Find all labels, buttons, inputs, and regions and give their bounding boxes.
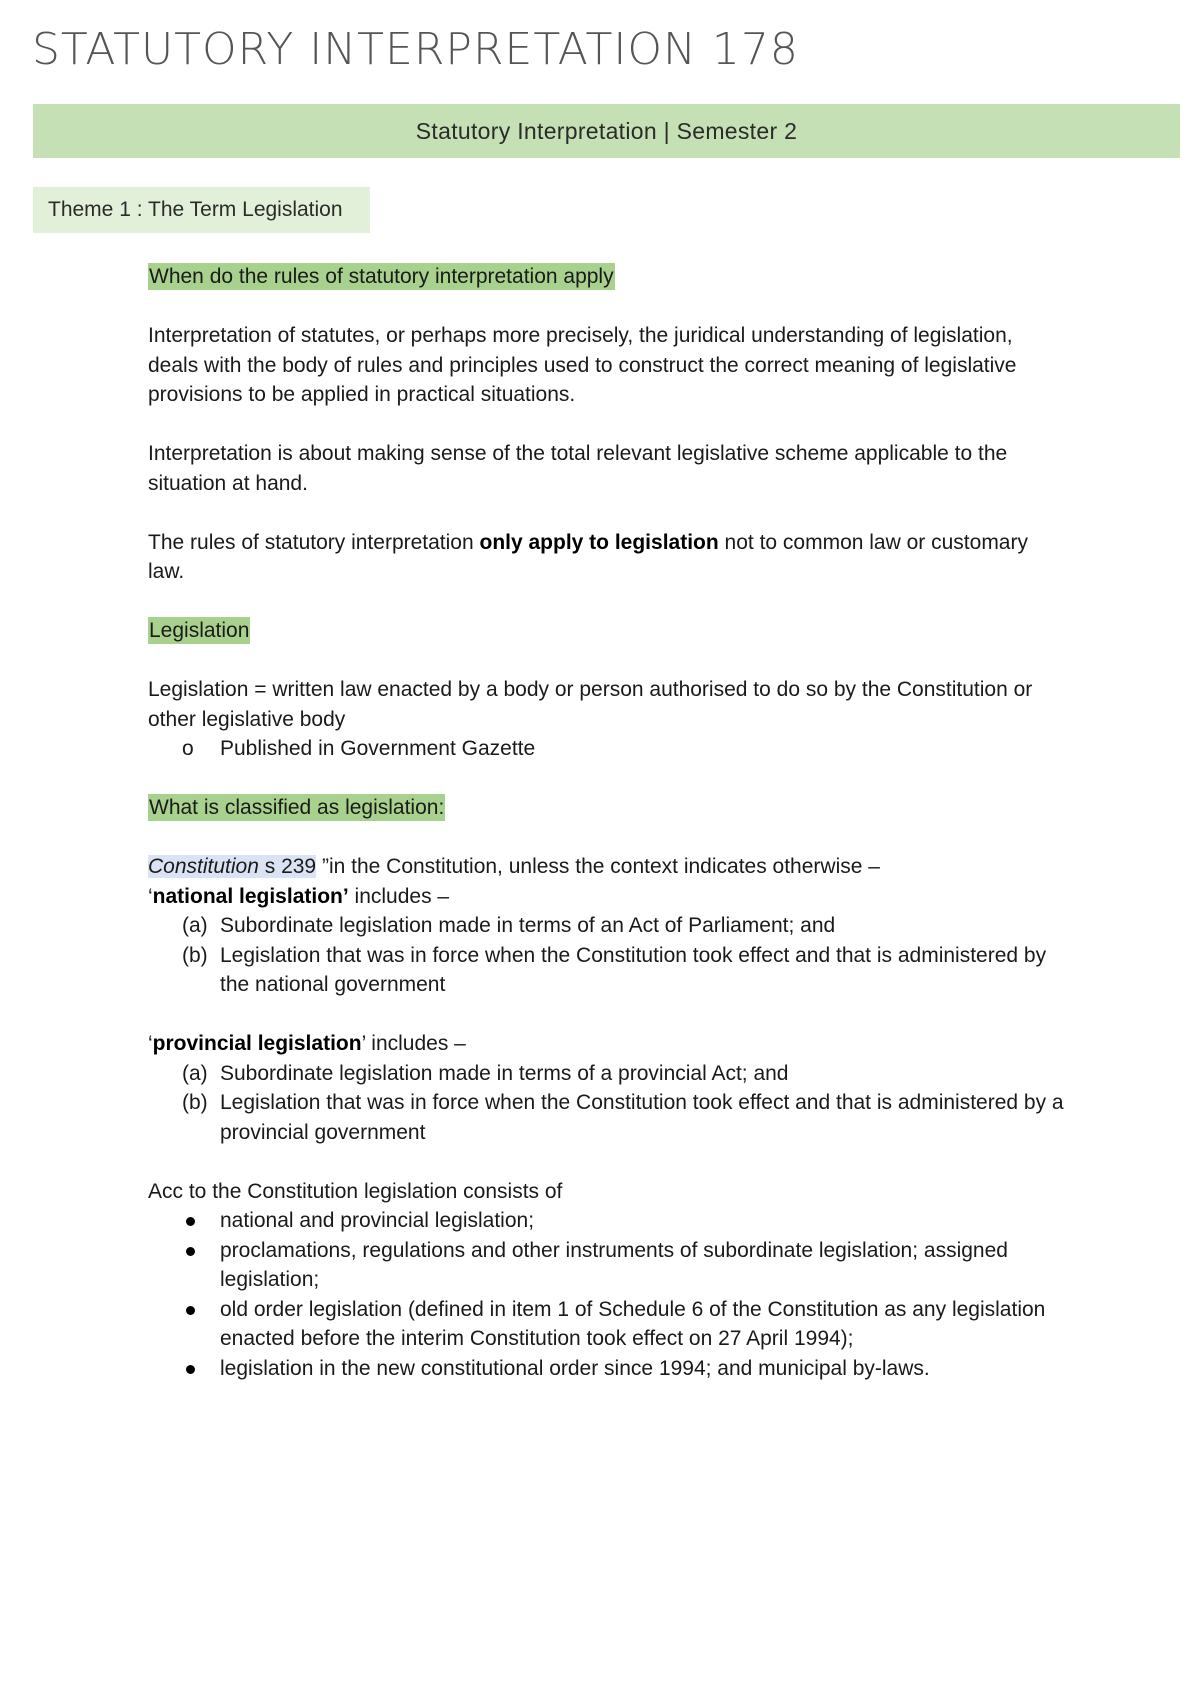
list-item-text: Subordinate legislation made in terms of an Act of Parliament; and [220, 914, 836, 937]
national-items-list [148, 911, 1068, 1000]
paragraph-making-sense: Interpretation is about making sense of the total relevant legislative scheme applicable to the situation at hand. [148, 442, 1008, 495]
consists-bullet-list [148, 1206, 1068, 1383]
section-heading-rules-apply [148, 262, 1068, 292]
heading-highlight: What is classified as legislation: [149, 796, 445, 819]
banner-text: Statutory Interpretation | Semester 2 [415, 117, 798, 144]
paragraph-consists-of: Acc to the Constitution legislation consists of [148, 1179, 563, 1203]
section-heading-legislation [148, 616, 1068, 646]
bullet-dot-icon [186, 1217, 195, 1226]
list-item [148, 734, 1068, 764]
list-item-text: legislation in the new constitutional order since 1994; and municipal by-laws. [220, 1356, 930, 1380]
heading-highlight: Legislation [149, 619, 250, 642]
theme-text: Theme 1 : The Term Legislation [48, 198, 343, 221]
text-run: The rules of statutory interpretation [148, 530, 480, 554]
provincial-items-list [148, 1059, 1068, 1148]
bullet-dot-icon [186, 1365, 195, 1374]
course-banner [33, 104, 1180, 158]
list-item-text: old order legislation (defined in item 1 of Schedule 6 of the Constitution as any legislation enacted before the interim Constitution took effect on 27 April 1994); [220, 1297, 1046, 1350]
bold-emphasis: only apply to legislation [479, 530, 719, 554]
theme-heading [33, 187, 370, 233]
list-marker: (b) [182, 943, 208, 967]
list-item-text: Published in Government Gazette [220, 737, 536, 760]
bold-term-provincial: provincial legislation [152, 1032, 362, 1055]
list-item [148, 941, 1068, 1000]
list-item-text: Subordinate legislation made in terms of a provincial Act; and [220, 1061, 789, 1085]
paragraph-only-apply [148, 528, 1068, 587]
text-run: ‘ [148, 884, 153, 908]
text-run: s 239 [258, 855, 317, 878]
bold-term-national: national legislation’ [152, 884, 349, 908]
list-item [148, 1354, 1068, 1384]
text-run: ”in the Constitution, unless the context indicates otherwise – [316, 855, 880, 878]
paragraph-legislation-definition: Legislation = written law enacted by a body or person authorised to do so by the Constitution or other legislative body [148, 678, 1033, 731]
sub-bullet-list [148, 734, 1068, 764]
list-marker: (b) [182, 1091, 208, 1114]
bullet-dot-icon [186, 1306, 195, 1315]
text-run: ‘ [148, 1032, 153, 1055]
bullet-dot-icon [186, 1247, 195, 1256]
list-marker: (a) [182, 1061, 208, 1085]
list-item [148, 1088, 1068, 1147]
paragraph-interpretation-of-statutes: Interpretation of statutes, or perhaps more precisely, the juridical understanding of legislation, deals with the body of rules and principles used to construct the correct meaning of legislative provisions to be applied in practical situations. [148, 324, 1017, 406]
list-marker: o [182, 737, 194, 760]
document-title: STATUTORY INTERPRETATION 178 [32, 24, 799, 75]
text-run: ’ includes – [361, 1032, 466, 1055]
list-item [148, 1206, 1068, 1236]
list-item [148, 1295, 1068, 1354]
paragraph-constitution-s239 [148, 852, 1068, 882]
text-run: includes – [348, 884, 450, 908]
italic-constitution: Constitution [148, 855, 259, 878]
document-body [148, 262, 1068, 1383]
heading-highlight: When do the rules of statutory interpretation apply [149, 265, 614, 288]
paragraph-provincial-legislation [148, 1029, 1068, 1059]
paragraph-national-legislation [148, 882, 1068, 912]
section-heading-classified [148, 793, 1068, 823]
list-item [148, 1059, 1068, 1089]
list-marker: (a) [182, 914, 208, 937]
list-item-text: national and provincial legislation; [220, 1209, 535, 1232]
list-item-text: Legislation that was in force when the Constitution took effect and that is administered by the national government [220, 943, 1047, 996]
text-run: not to common law or customary law. [148, 530, 1028, 583]
selected-text[interactable] [148, 855, 316, 878]
list-item-text: proclamations, regulations and other instruments of subordinate legislation; assigned legislation; [220, 1238, 1008, 1291]
list-item-text: Legislation that was in force when the Constitution took effect and that is administered by a provincial government [220, 1091, 1064, 1144]
list-item [148, 1236, 1068, 1295]
list-item [148, 911, 1068, 941]
